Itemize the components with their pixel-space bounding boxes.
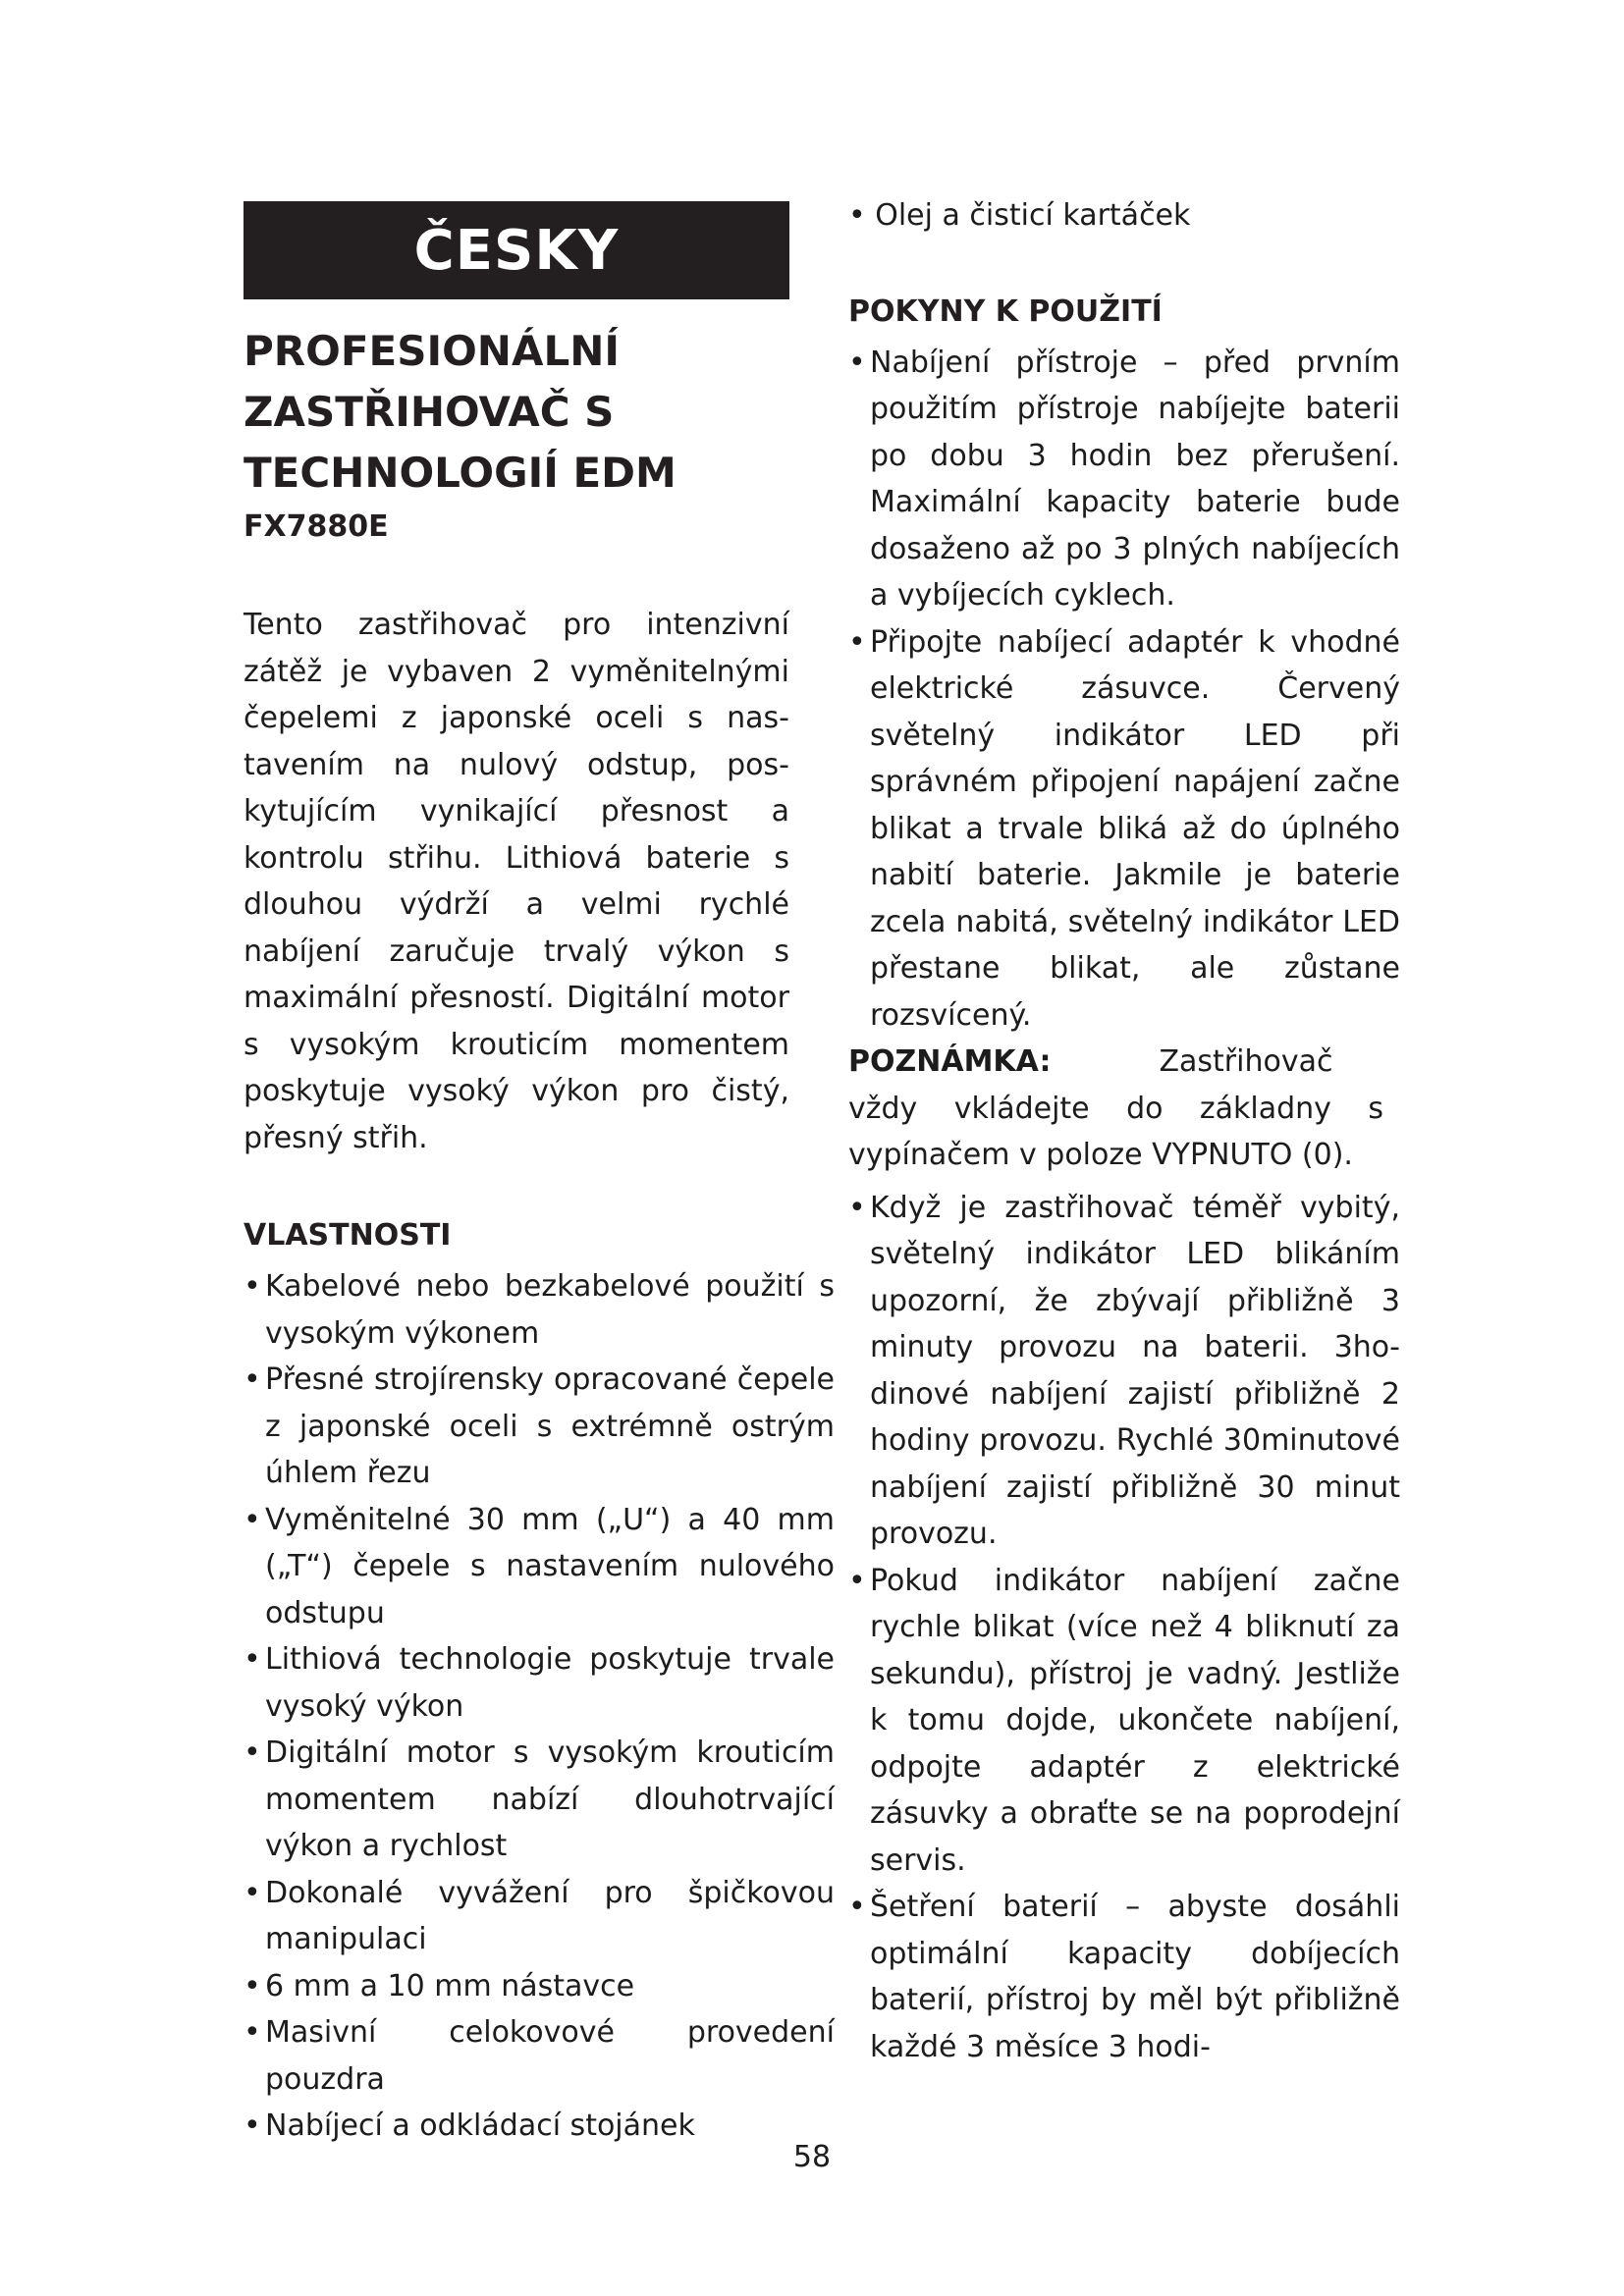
language-banner: ČESKY: [244, 201, 789, 299]
bullet-icon: •: [244, 1735, 261, 1770]
product-title: [244, 321, 823, 504]
list-item: • Dokonalé vyvážení pro špičkovou manipulaci: [244, 1870, 835, 1963]
list-item: • Pokud indikátor nabíjení začne rychle blikat (více než 4 bliknutí za sekundu), přístroj je vadný. Jestliže k tomu dojde, ukončete nabíjení, odpojte adaptér z elektrické zásuvky a obraťte se na poprodejní servis.: [848, 1558, 1400, 1885]
bullet-icon: •: [244, 1968, 261, 2003]
bullet-icon: •: [244, 2015, 261, 2050]
bullet-icon: •: [244, 1269, 261, 1304]
accessory-item: • Olej a čisticí kartáček: [848, 198, 1191, 233]
features-heading: VLASTNOSTI: [244, 1218, 452, 1253]
bullet-icon: •: [244, 2109, 261, 2143]
right-column: [848, 192, 1398, 2070]
title-line-1: PROFESIONÁLNÍ: [244, 327, 620, 375]
usage-heading: POKYNY K POUŽITÍ: [848, 294, 1163, 329]
list-item: • Šetření baterií – abyste dosáhli optimální kapacity dobíjecích baterií, přístroj by měl být přibližně každé 3 měsíce 3 hodi-: [848, 1884, 1400, 2070]
usage-list-continued: [848, 1185, 1398, 2071]
list-item: • Digitální motor s vysokým krouticím momentem nabízí dlouhotrvající výkon a rychlost: [244, 1730, 835, 1870]
list-item: • Lithiová technologie poskytuje trvale vysoký výkon: [244, 1636, 835, 1730]
bullet-icon: •: [848, 345, 866, 380]
list-item: • Přesné strojírensky opracované čepele z japonské oceli s extrémně ostrým úhlem řezu: [244, 1357, 835, 1497]
note-text: Zastřihovač vždy vkládejte do základny s vypínačem v poloze VYPNUTO (0).: [848, 1044, 1383, 1172]
bullet-icon: •: [848, 198, 876, 233]
bullet-icon: •: [244, 1502, 261, 1537]
note-label: POZNÁMKA:: [848, 1044, 1052, 1079]
list-item: • Připojte nabíjecí adaptér k vhodné elektrické zásuvce. Červený světelný indikátor LED při správném připojení napájení začne blikat a trvale bliká až do úplného nabití baterie. Jakmile je baterie zcela nabitá, světelný indikátor LED přestane blikat, ale zůstane rozsvícený.: [848, 619, 1400, 1040]
title-line-2: ZASTŘIHOVAČ S: [244, 388, 615, 436]
bullet-icon: •: [848, 1190, 866, 1225]
bullet-icon: •: [244, 1875, 261, 1910]
bullet-icon: •: [848, 1890, 866, 1924]
list-item: • Vyměnitelné 30 mm („U“) a 40 mm („T“) čepele s nastavením nulového odstupu: [244, 1497, 835, 1637]
note: [848, 1039, 1383, 1179]
list-item: • Nabíjecí a odkládací stojánek: [244, 2103, 835, 2150]
left-column: [244, 201, 835, 2150]
bullet-icon: •: [848, 1563, 866, 1598]
intro-paragraph: Tento zastřihovač pro intenzivní zátěž je vybaven 2 vyměnitelnými čepelemi z japonské oceli s nastavením na nulový odstup, poskytujícím vynikající přesnost a kontrolu střihu. Lithiová baterie s dlouhou výdrží a velmi rychlé nabíjení zaručuje trvalý výkon s maximální přesností. Digitální motor s vysokým krouticím momentem poskytuje vysoký výkon pro čistý, přesný střih.: [244, 608, 789, 1155]
list-item: • Nabíjení přístroje – před prvním použitím přístroje nabíjejte baterii po dobu 3 hodin bez přerušení. Maximální kapacity baterie bude dosaženo až po 3 plných nabíjecích a vybíjecích cyklech.: [848, 340, 1400, 619]
title-line-3: TECHNOLOGIÍ EDM: [244, 449, 677, 497]
usage-list: [848, 340, 1398, 1040]
page-number: 58: [792, 2140, 832, 2174]
features-list: [244, 1263, 835, 2150]
list-item: • Kabelové nebo bezkabelové použití s vysokým výkonem: [244, 1263, 835, 1357]
model-number: FX7880E: [244, 509, 389, 544]
list-item: • Když je zastřihovač téměř vybitý, světelný indikátor LED blikáním upozorní, že zbývají přibližně 3 minuty provozu na baterii. 3hodinové nabíjení zajistí přibližně 2 hodiny provozu. Rychlé 30minutové nabíjení zajistí přibližně 30 minut provozu.: [848, 1185, 1400, 1558]
bullet-icon: •: [244, 1642, 261, 1677]
bullet-icon: •: [244, 1362, 261, 1397]
bullet-icon: •: [848, 624, 866, 660]
list-item: • 6 mm a 10 mm nástavce: [244, 1963, 835, 2010]
list-item: • Masivní celokovové provedení pouzdra: [244, 2009, 835, 2103]
